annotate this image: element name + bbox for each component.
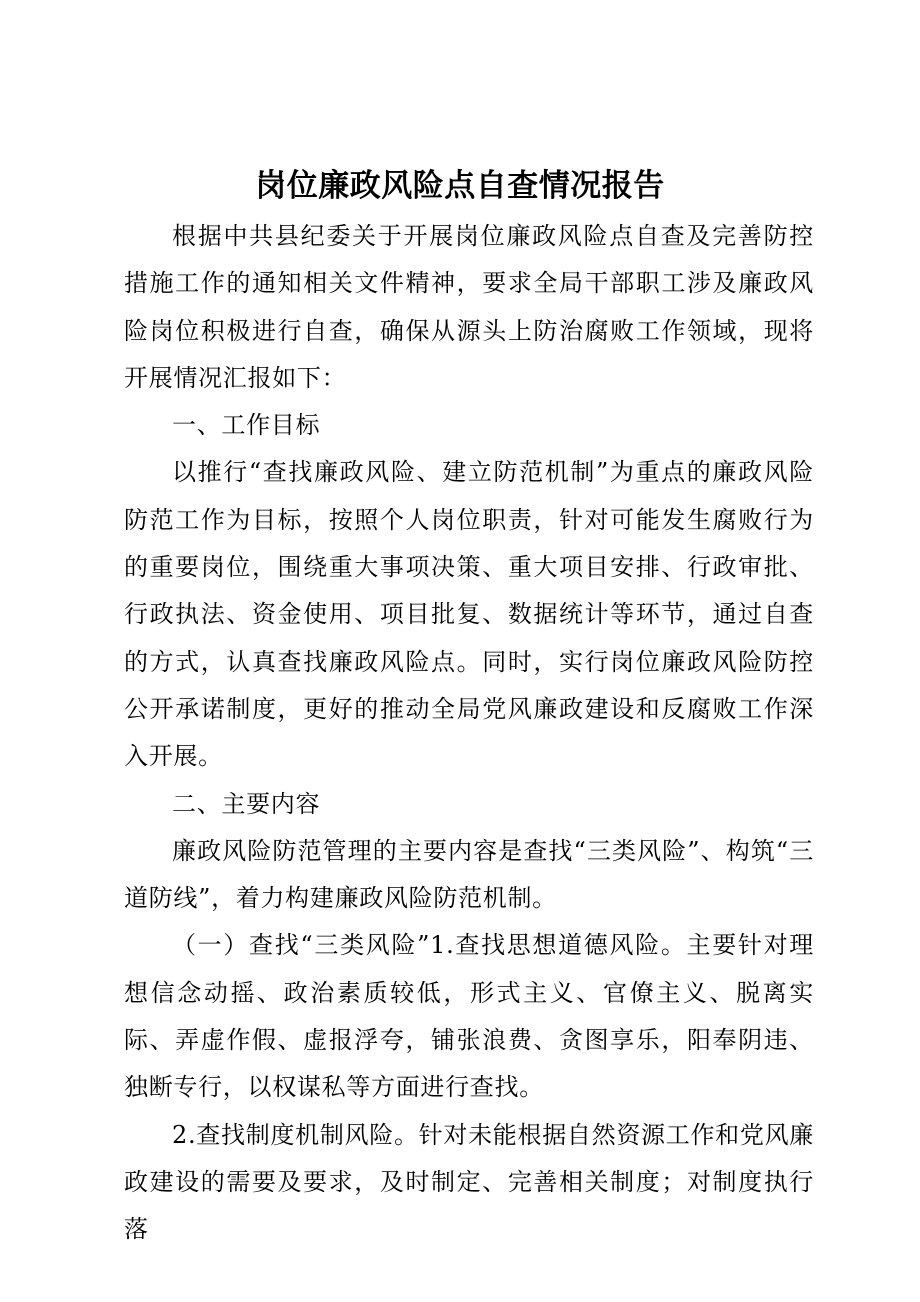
document-body [124, 213, 814, 1254]
risk-system-paragraph: 2.查找制度机制风险。针对未能根据自然资源工作和党风廉政建设的需要及要求，及时制定、完善相关制度；对制度执行落 [124, 1120, 814, 1244]
content-paragraph: 廉政风险防范管理的主要内容是查找“三类风险”、构筑“三道防线”，着力构建廉政风险防范机制。 [124, 836, 814, 913]
section-heading-content: 二、主要内容 [172, 789, 321, 818]
section-heading-goals: 一、工作目标 [172, 411, 321, 440]
risk-moral-paragraph: （一）查找“三类风险”1.查找思想道德风险。主要针对理想信念动摇、政治素质较低，形式主义、官僚主义、脱离实际、弄虚作假、虚报浮夸，铺张浪费、贪图享乐，阳奉阴违、独断专行，以权谋私等方面进行查找。 [124, 931, 814, 1102]
goals-paragraph: 以推行“查找廉政风险、建立防范机制”为重点的廉政风险防范工作为目标，按照个人岗位职责，针对可能发生腐败行为的重要岗位，围绕重大事项决策、重大项目安排、行政审批、行政执法、资金使用、项目批复、数据统计等环节，通过自查的方式，认真查找廉政风险点。同时，实行岗位廉政风险防控公开承诺制度，更好的推动全局党风廉政建设和反腐败工作深入开展。 [124, 458, 814, 771]
document-title: 岗位廉政风险点自查情况报告 [255, 168, 665, 204]
intro-paragraph: 根据中共县纪委关于开展岗位廉政风险点自查及完善防控措施工作的通知相关文件精神，要求全局干部职工涉及廉政风险岗位积极进行自查，确保从源头上防治腐败工作领域，现将开展情况汇报如下： [124, 222, 814, 392]
